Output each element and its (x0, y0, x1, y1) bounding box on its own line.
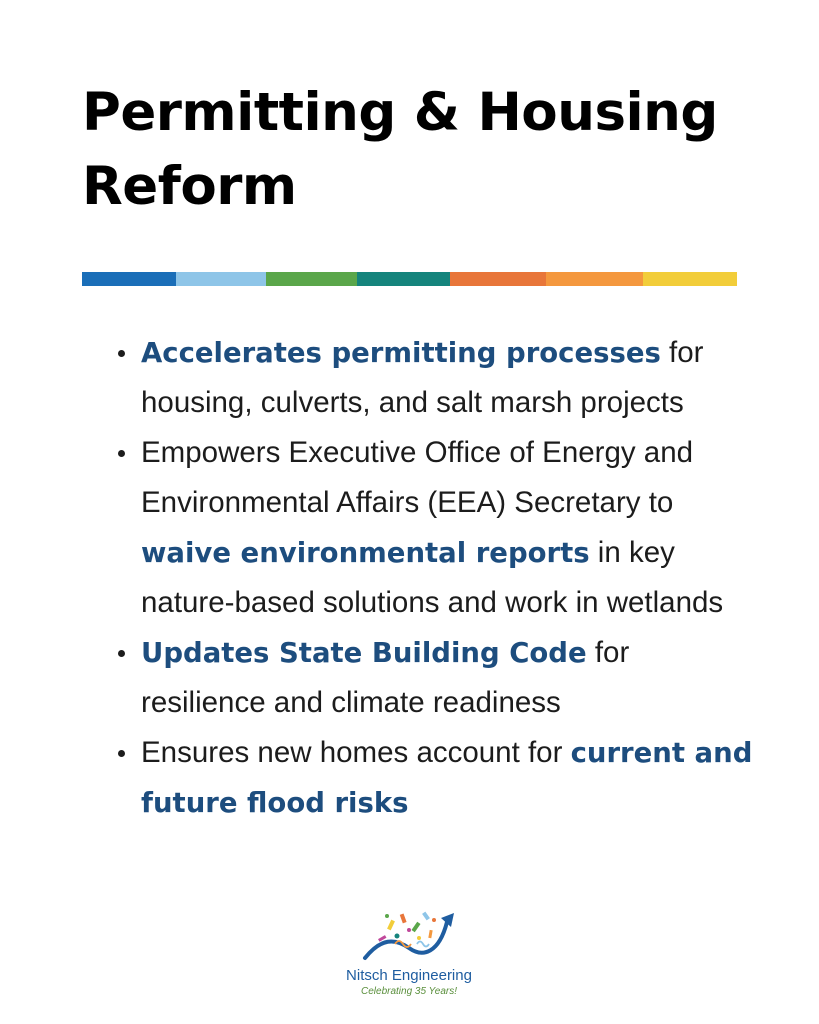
bullet-list (114, 328, 754, 828)
color-stripe-segment (266, 272, 357, 286)
page-title: Permitting & Housing Reform (82, 82, 718, 217)
bullet-text: Empowers Executive Office of Energy and Environmental Affairs (EEA) Secretary to (141, 436, 694, 519)
company-logo (334, 908, 484, 1008)
bullet-dot-icon (118, 350, 125, 357)
bullet-item (114, 728, 754, 828)
bullet-text: for resilience and climate readiness (141, 636, 630, 719)
bullet-emphasis-text: waive environmental reports (141, 537, 590, 569)
color-stripe-segment (357, 272, 450, 286)
bullet-emphasis-text: Accelerates permitting processes (141, 337, 661, 369)
bullet-dot-icon (118, 450, 125, 457)
color-stripe-segment (643, 272, 737, 286)
bullet-item (114, 428, 754, 628)
bullet-text: for housing, culverts, and salt marsh projects (141, 336, 704, 419)
color-stripe-divider (82, 272, 737, 286)
logo-tagline: Celebrating 35 Years! (361, 986, 457, 997)
color-stripe-segment (82, 272, 176, 286)
logo-company-name: Nitsch Engineering (346, 967, 472, 984)
bullet-item (114, 628, 754, 728)
bullet-emphasis-text: Updates State Building Code (141, 637, 587, 669)
bullet-emphasis-text: current and future flood risks (141, 737, 753, 819)
rising-arrow-confetti-logo-icon (359, 908, 459, 966)
color-stripe-segment (176, 272, 266, 286)
bullet-dot-icon (118, 750, 125, 757)
color-stripe-segment (450, 272, 546, 286)
color-stripe-segment (546, 272, 643, 286)
bullet-item (114, 328, 754, 428)
bullet-text: in key nature-based solutions and work in wetlands (141, 536, 724, 619)
bullet-dot-icon (118, 650, 125, 657)
bullet-text: Ensures new homes account for (141, 736, 571, 769)
